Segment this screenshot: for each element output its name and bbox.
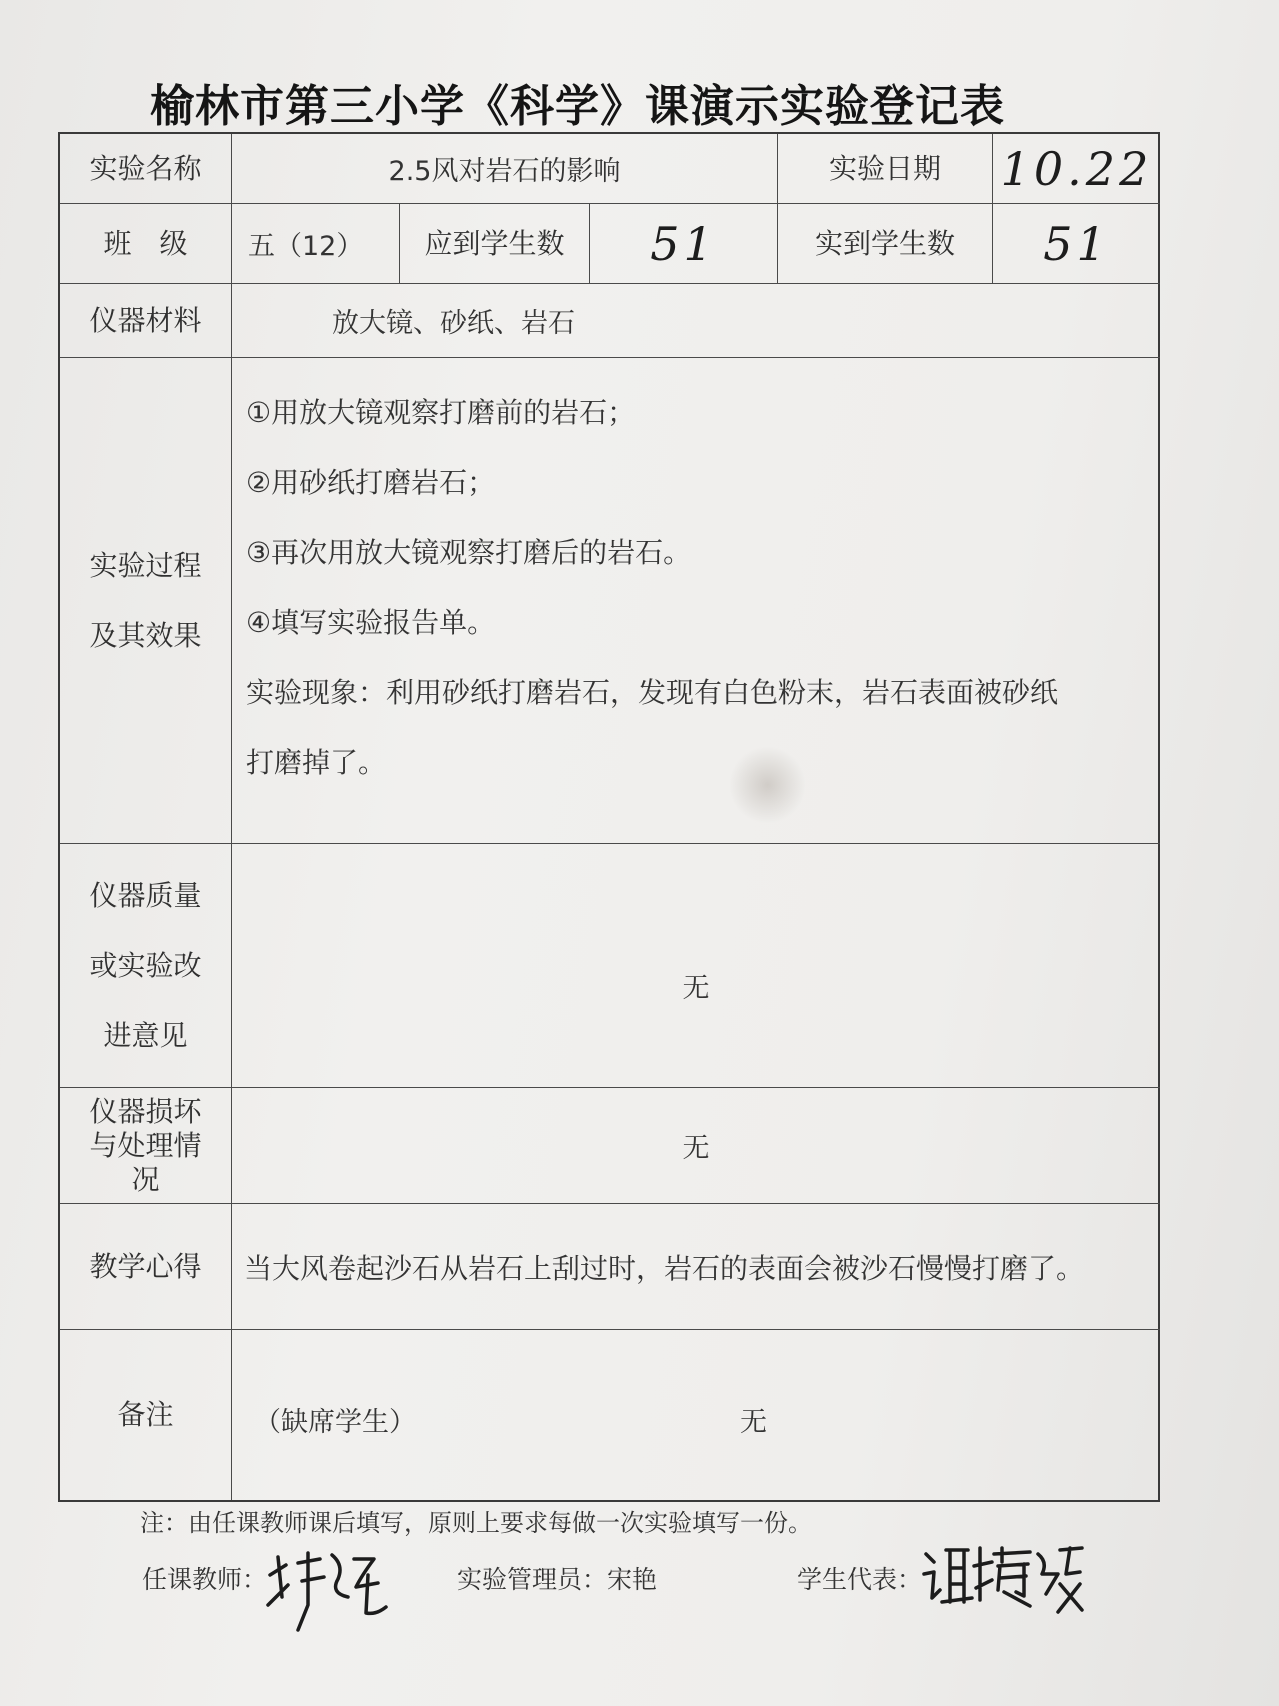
expected-students-label: 应到学生数 [400,204,590,284]
damage-label-line-3: 况 [131,1162,160,1196]
teacher-label: 任课教师： [142,1565,268,1594]
expected-students-value: 51 [590,204,778,284]
class-label: 班 级 [60,204,232,284]
process-steps [232,358,1160,844]
experiment-phenomenon: 实验现象：利用砂纸打磨岩石，发现有白色粉末，岩石表面被砂纸 [246,676,1059,709]
process-label-line-2: 及其效果 [89,618,202,652]
materials-label: 仪器材料 [60,284,232,358]
class-value: 五（12） [232,204,400,284]
reflection-label: 教学心得 [60,1204,232,1330]
damage-label-line-1: 仪器损坏 [89,1094,202,1128]
quality-label-line-3: 进意见 [103,1018,188,1052]
damage-value: 无 [232,1088,1160,1204]
form-title: 榆林市第三小学《科学》课演示实验登记表 [150,81,1005,132]
process-label [60,358,232,844]
registration-table [58,132,1160,1502]
process-step: ③再次用放大镜观察打磨后的岩石。 [246,536,692,569]
process-step: ①用放大镜观察打磨前的岩石； [246,396,636,429]
actual-students-label: 实到学生数 [778,204,993,284]
remarks-absent-label: （缺席学生） [254,1407,416,1438]
actual-students-value: 51 [993,204,1160,284]
materials-value: 放大镜、砂纸、岩石 [232,284,1160,358]
student-rep-label: 学生代表： [797,1565,923,1594]
experiment-phenomenon-cont: 打磨掉了。 [246,746,387,779]
quality-value: 无 [232,844,1160,1088]
process-step: ④填写实验报告单。 [246,606,496,639]
experiment-date-value: 10.22 [993,134,1160,204]
process-step: ②用砂纸打磨岩石； [246,466,496,499]
remarks-cell [232,1330,1160,1500]
experiment-name-label: 实验名称 [60,134,232,204]
remarks-label: 备注 [60,1330,232,1500]
quality-label [60,844,232,1088]
reflection-value: 当大风卷起沙石从岩石上刮过时，岩石的表面会被沙石慢慢打磨了。 [232,1204,1160,1330]
damage-label-line-2: 与处理情 [89,1128,202,1162]
damage-label [60,1088,232,1204]
experiment-name-value: 2.5风对岩石的影响 [232,134,778,204]
quality-label-line-2: 或实验改 [89,948,202,982]
quality-label-line-1: 仪器质量 [89,878,202,912]
process-label-line-1: 实验过程 [89,548,202,582]
student-signature [920,1540,1085,1620]
teacher-signature [258,1535,408,1635]
footer-note: 注：由任课教师课后填写，原则上要求每做一次实验填写一份。 [140,1509,812,1537]
stain-mark [730,745,805,825]
lab-admin: 实验管理员：宋艳 [457,1565,658,1594]
experiment-date-label: 实验日期 [778,134,993,204]
remarks-value: 无 [740,1407,767,1438]
